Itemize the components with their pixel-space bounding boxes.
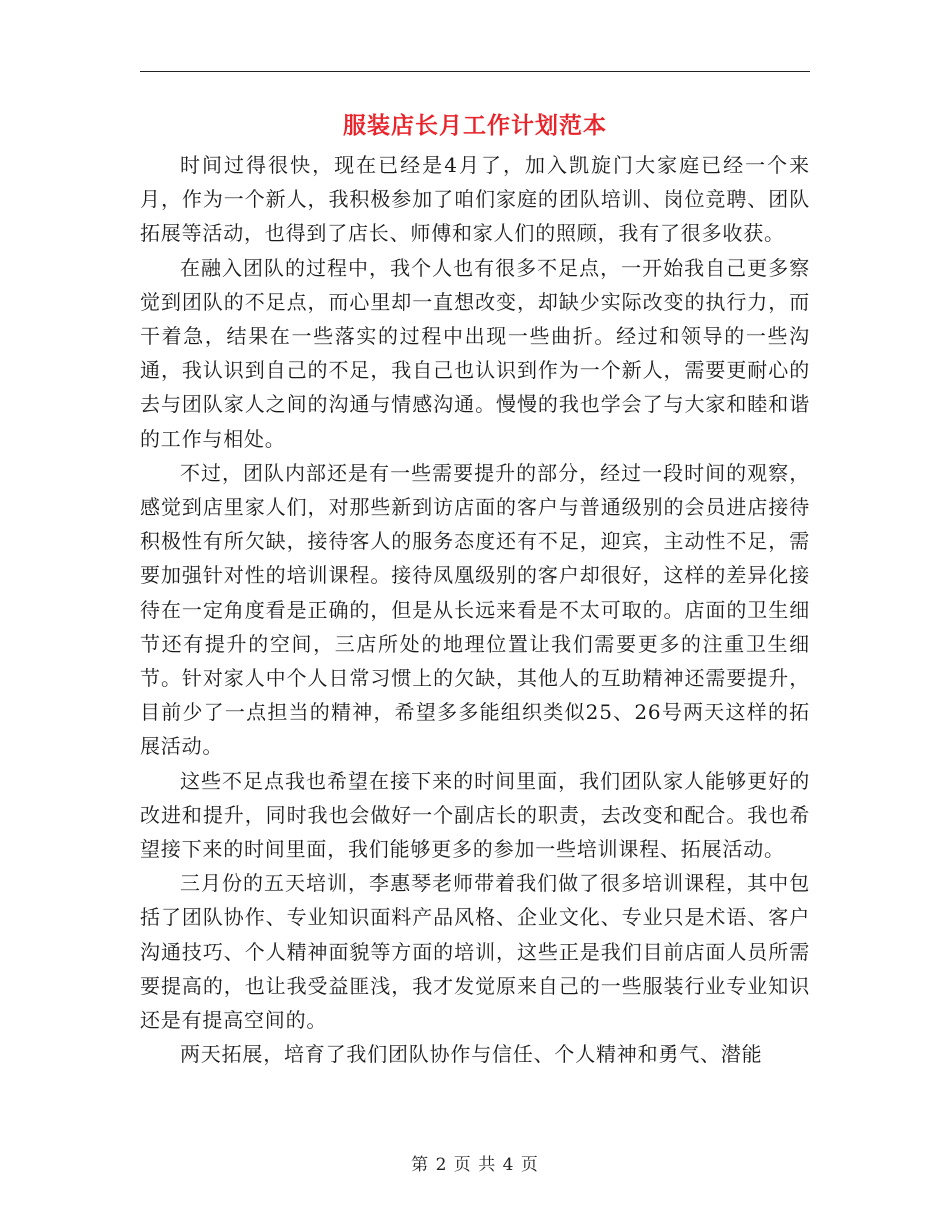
paragraph: 两天拓展，培育了我们团队协作与信任、个人精神和勇气、潜能 (180, 1042, 763, 1067)
paragraph: 在融入团队的过程中，我个人也有很多不足点，一开始我自己更多察觉到团队的不足点，而心里却一直想改变，却缺少实际改变的执行力，而干着急，结果在一些落实的过程中出现一些曲折。经过和领导的一些沟通，我认识到自己的不足，我自己也认识到作为一个新人，需要更耐心的去与团队家人之间的沟通与情感沟通。慢慢的我也学会了与大家和睦和谐的工作与相处。 (140, 255, 810, 451)
page-number: 第 2 页 共 4 页 (411, 1155, 539, 1175)
paragraph: 三月份的五天培训，李惠琴老师带着我们做了很多培训课程，其中包括了团队协作、专业知识面料产品风格、企业文化、专业只是术语、客户沟通技巧、个人精神面貌等方面的培训，这些正是我们目前店面人员所需要提高的，也让我受益匪浅，我才发觉原来自己的一些服装行业专业知识还是有提高空间的。 (140, 871, 810, 1033)
paragraph: 这些不足点我也希望在接下来的时间里面，我们团队家人能够更好的改进和提升，同时我也会做好一个副店长的职责，去改变和配合。我也希望接下来的时间里面，我们能够更多的参加一些培训课程、拓展活动。 (140, 768, 810, 862)
document-title: 服装店长月工作计划范本 (343, 112, 607, 139)
paragraph: 不过，团队内部还是有一些需要提升的部分，经过一段时间的观察，感觉到店里家人们，对那些新到访店面的客户与普通级别的会员进店接待积极性有所欠缺，接待客人的服务态度还有不足，迎宾，主动性不足，需要加强针对性的培训课程。接待凤凰级别的客户却很好，这样的差异化接待在一定角度看是正确的，但是从长远来看是不太可取的。店面的卫生细节还有提升的空间，三店所处的地理位置让我们需要更多的注重卫生细节。针对家人中个人日常习惯上的欠缺，其他人的互助精神还需要提升，目前少了一点担当的精神，希望多多能组织类似25、26号两天这样的拓展活动。 (140, 460, 810, 759)
header-rule (140, 71, 810, 72)
paragraph: 时间过得很快，现在已经是4月了，加入凯旋门大家庭已经一个来月，作为一个新人，我积极参加了咱们家庭的团队培训、岗位竞聘、团队拓展等活动，也得到了店长、师傅和家人们的照顾，我有了很多收获。 (140, 153, 810, 246)
document-body (140, 148, 810, 1071)
